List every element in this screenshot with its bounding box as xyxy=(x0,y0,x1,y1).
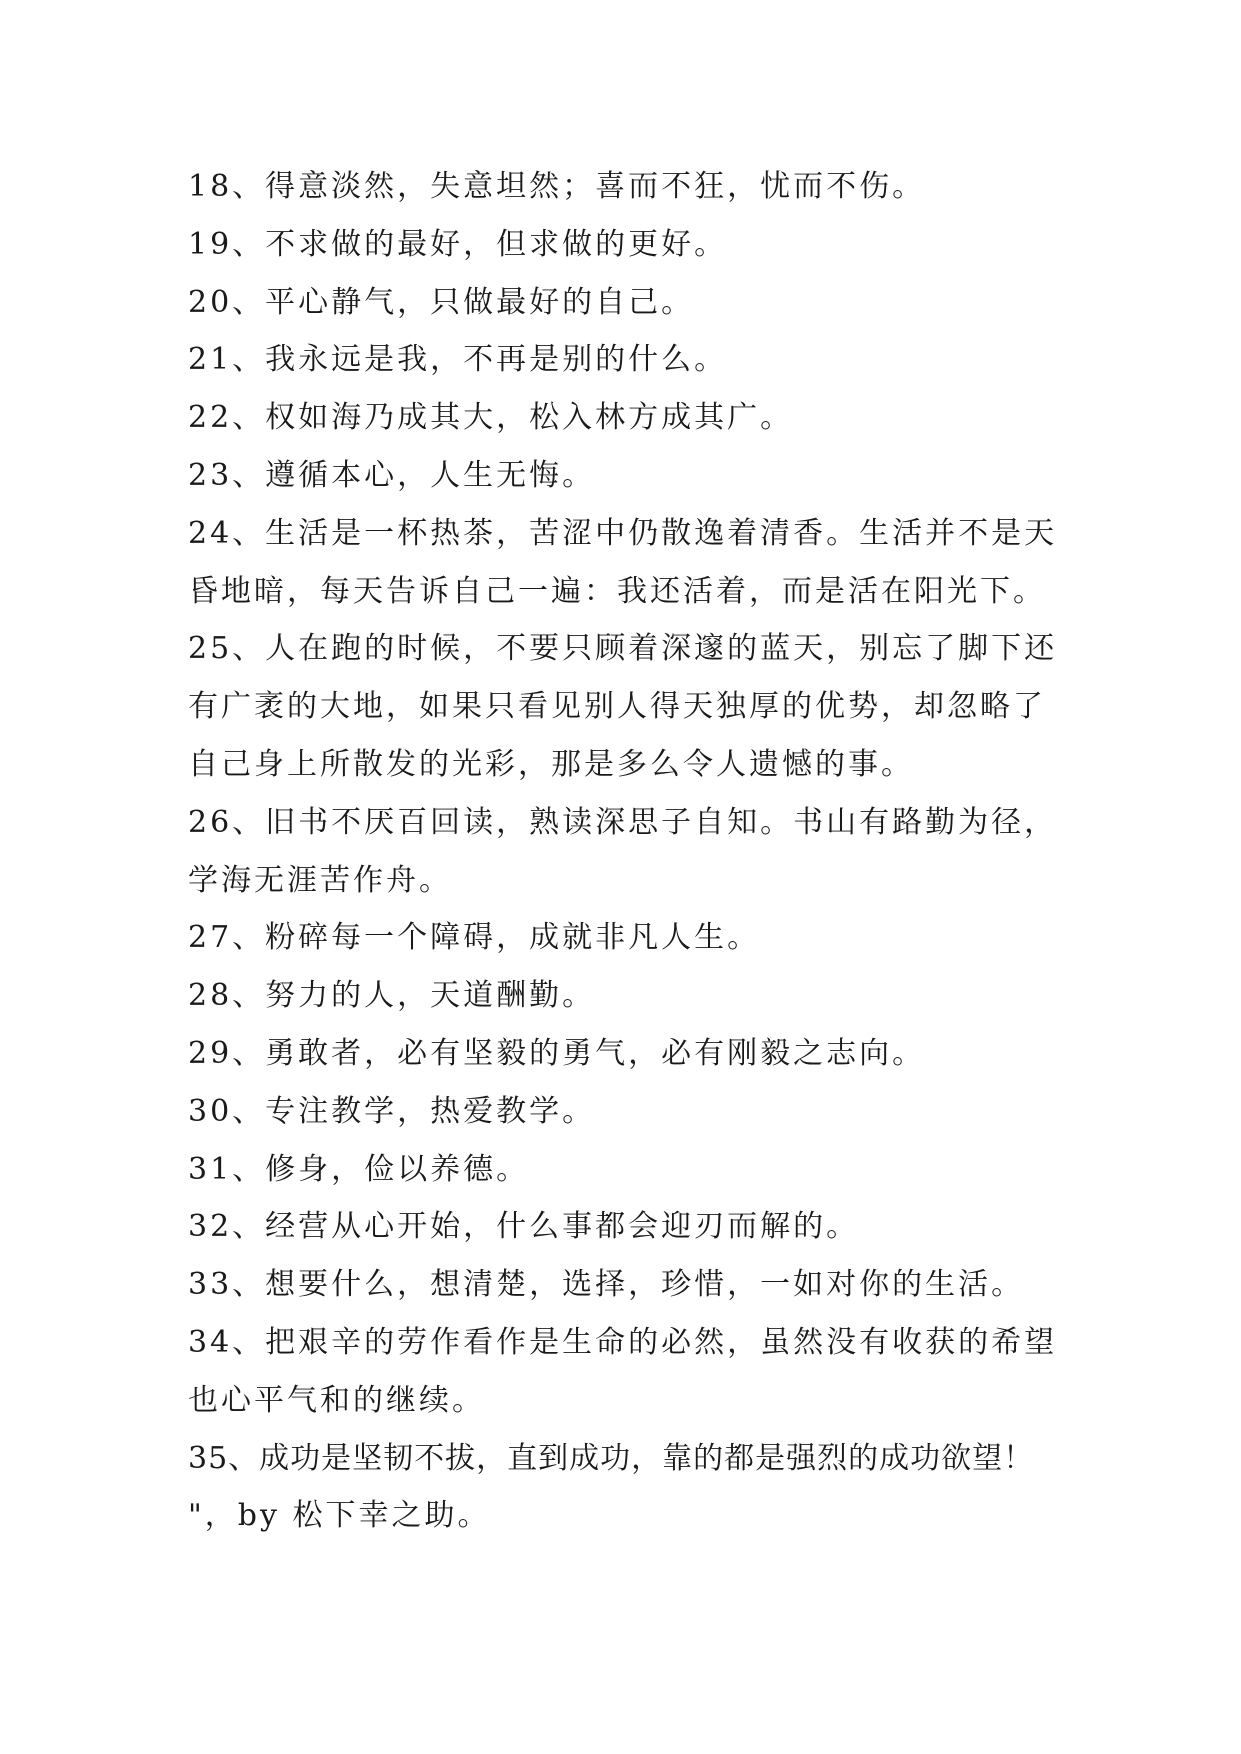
text-line: 31、修身，俭以养德。 xyxy=(188,1151,530,1187)
text-line: 20、平心静气，只做最好的自己。 xyxy=(188,284,695,320)
text-line: "，by 松下幸之助。 xyxy=(188,1498,491,1534)
text-line: 27、粉碎每一个障碍，成就非凡人生。 xyxy=(188,920,761,956)
text-line: 也心平气和的继续。 xyxy=(188,1382,485,1418)
text-line: 22、权如海乃成其大，松入林方成其广。 xyxy=(188,400,794,436)
text-line: 32、经营从心开始，什么事都会迎刃而解的。 xyxy=(188,1209,860,1245)
text-line: 有广袤的大地，如果只看见别人得天独厚的优势，却忽略了 xyxy=(188,689,1046,725)
text-line: 34、把艰辛的劳作看作是生命的必然，虽然没有收获的希望 xyxy=(188,1324,1058,1360)
text-line: 28、努力的人，天道酬勤。 xyxy=(188,978,596,1014)
text-line: 29、勇敢者，必有坚毅的勇气，必有刚毅之志向。 xyxy=(188,1035,926,1071)
text-line: 24、生活是一杯热茶，苦涩中仍散逸着清香。生活并不是天 xyxy=(188,515,1058,551)
text-line: 33、想要什么，想清楚，选择，珍惜，一如对你的生活。 xyxy=(188,1267,1025,1303)
text-line: 26、旧书不厌百回读，熟读深思子自知。书山有路勤为径， xyxy=(188,804,1058,840)
text-line: 18、得意淡然，失意坦然；喜而不狂，忧而不伤。 xyxy=(188,169,926,204)
text-line: 19、不求做的最好，但求做的更好。 xyxy=(188,226,728,262)
document-body xyxy=(188,158,1088,1545)
text-line: 23、遵循本心，人生无悔。 xyxy=(188,457,596,493)
text-line: 21、我永远是我，不再是别的什么。 xyxy=(188,342,728,378)
text-line: 学海无涯苦作舟。 xyxy=(188,862,452,898)
text-line: 昏地暗，每天告诉自己一遍：我还活着，而是活在阳光下。 xyxy=(188,573,1046,609)
text-line: 30、专注教学，热爱教学。 xyxy=(188,1093,596,1129)
text-line: 25、人在跑的时候，不要只顾着深邃的蓝天，别忘了脚下还 xyxy=(188,631,1058,667)
text-line: 自己身上所散发的光彩，那是多么令人遗憾的事。 xyxy=(188,746,914,782)
text-line: 35、成功是坚韧不拔，直到成功，靠的都是强烈的成功欲望！ xyxy=(188,1440,1035,1476)
